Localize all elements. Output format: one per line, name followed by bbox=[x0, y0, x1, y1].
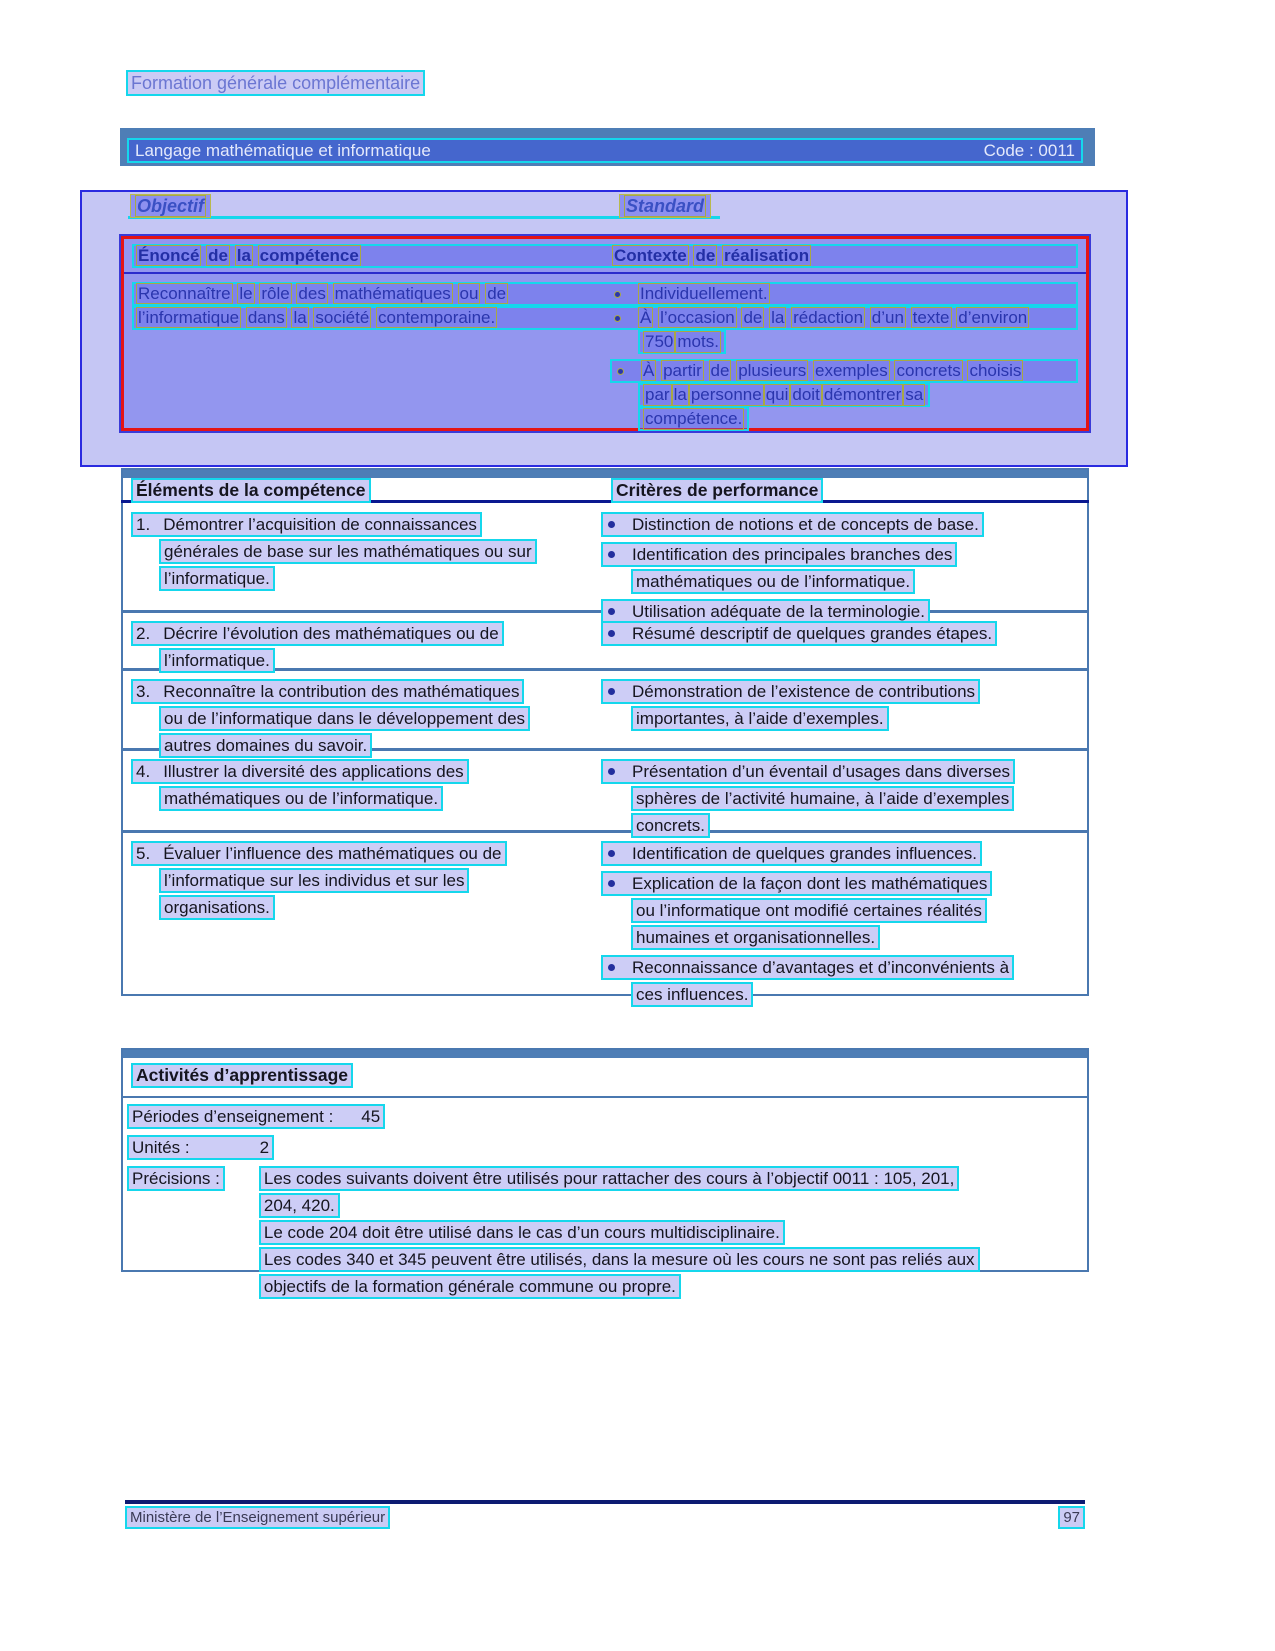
criterion-text: Reconnaissance d’avantages et d’inconvénients à bbox=[632, 958, 1010, 977]
element-line: Reconnaître la contribution des mathématiques bbox=[163, 682, 520, 701]
criteria-header: Critères de performance bbox=[611, 478, 823, 503]
criterion-line: concrets. bbox=[631, 813, 710, 838]
precisions-line: Les codes 340 et 345 peuvent être utilisés, dans la mesure où les cours ne sont pas reliés aux bbox=[259, 1247, 980, 1272]
statement-line-row bbox=[132, 282, 1078, 306]
item-number: 5. bbox=[136, 844, 151, 863]
standard-heading: Standard bbox=[619, 194, 711, 218]
criterion-line: sphères de l’activité humaine, à l’aide d’exemples bbox=[631, 786, 1014, 811]
periods-label: Périodes d’enseignement : bbox=[132, 1107, 334, 1126]
elements-criteria-table bbox=[121, 468, 1089, 1004]
units-label: Unités : bbox=[132, 1138, 190, 1157]
criterion-text: Résumé descriptif de quelques grandes étapes. bbox=[632, 624, 993, 643]
element-line: l’informatique. bbox=[159, 566, 275, 591]
activities-title: Activités d’apprentissage bbox=[131, 1063, 353, 1088]
table-header-row bbox=[123, 478, 1087, 504]
criterion-text: Présentation d’un éventail d’usages dans diverses bbox=[632, 762, 1011, 781]
precisions-line: 204, 420. bbox=[259, 1193, 340, 1218]
criterion-line bbox=[601, 841, 982, 866]
criterion-line bbox=[601, 759, 1015, 784]
criterion-text: Identification de quelques grandes influences. bbox=[632, 844, 977, 863]
criteria-cell bbox=[601, 671, 980, 748]
element-line: autres domaines du savoir. bbox=[159, 733, 372, 758]
element-text bbox=[131, 512, 482, 537]
precisions-content bbox=[259, 1166, 980, 1301]
bullet-icon bbox=[608, 521, 615, 528]
element-line: organisations. bbox=[159, 895, 275, 920]
element-line: Évaluer l’influence des mathématiques ou de bbox=[163, 844, 502, 863]
element-line: l’informatique sur les individus et sur les bbox=[159, 868, 469, 893]
title-bar-highlight bbox=[127, 138, 1083, 163]
criterion-item bbox=[601, 871, 1014, 950]
criterion-text: Identification des principales branches des bbox=[632, 545, 953, 564]
criterion-item bbox=[601, 759, 1015, 838]
activities-title-row bbox=[123, 1058, 1087, 1096]
criterion-text: Explication de la façon dont les mathématiques bbox=[632, 874, 988, 893]
criterion-line: ces influences. bbox=[631, 982, 753, 1007]
criterion-line bbox=[601, 871, 992, 896]
element-cell bbox=[123, 613, 601, 668]
element-line: Illustrer la diversité des applications des bbox=[163, 762, 464, 781]
criterion-item bbox=[601, 679, 980, 731]
table-row bbox=[123, 504, 1087, 621]
criterion-line: importantes, à l’aide d’exemples. bbox=[631, 706, 889, 731]
page-footer bbox=[125, 1500, 1085, 1529]
criterion-line: mathématiques ou de l’informatique. bbox=[631, 569, 915, 594]
competence-statement-box bbox=[121, 236, 1089, 431]
units-line bbox=[127, 1135, 274, 1160]
precisions-line: Les codes suivants doivent être utilisés pour rattacher des cours à l’objectif 0011 : 105, 201, bbox=[259, 1166, 959, 1191]
context-bullet-line: par la personne qui doit démontrer sa bbox=[638, 383, 930, 407]
document-kicker: Formation générale complémentaire bbox=[126, 70, 425, 96]
element-text bbox=[131, 759, 469, 784]
criterion-item bbox=[601, 841, 1014, 866]
context-bullet-row bbox=[610, 359, 1078, 383]
criterion-line bbox=[601, 542, 957, 567]
course-title: Langage mathématique et informatique bbox=[135, 140, 431, 160]
context-bullet-line: À partir de plusieurs exemples concrets choisis bbox=[643, 361, 1022, 380]
criterion-line bbox=[601, 621, 997, 646]
element-cell bbox=[123, 833, 601, 994]
element-line: générales de base sur les mathématiques ou sur bbox=[159, 539, 537, 564]
competence-header-divider bbox=[124, 272, 1086, 274]
periods-value: 45 bbox=[361, 1107, 381, 1126]
criteria-cell bbox=[601, 833, 1014, 1004]
context-header: Contexte de réalisation bbox=[614, 246, 810, 265]
bullet-icon bbox=[608, 850, 615, 857]
context-bullet-line: compétence. bbox=[638, 407, 749, 431]
item-number: 1. bbox=[136, 515, 151, 534]
elements-header: Éléments de la compétence bbox=[131, 478, 371, 503]
bullet-icon bbox=[608, 688, 615, 695]
bullet-icon bbox=[617, 368, 624, 375]
element-text bbox=[131, 841, 507, 866]
bullet-icon bbox=[608, 630, 615, 637]
element-cell bbox=[123, 751, 601, 830]
learning-activities-box bbox=[121, 1048, 1089, 1296]
criterion-text: Utilisation adéquate de la terminologie. bbox=[632, 602, 925, 621]
criterion-item bbox=[601, 512, 984, 537]
title-bar bbox=[120, 128, 1095, 166]
element-cell bbox=[123, 671, 601, 755]
item-number: 4. bbox=[136, 762, 151, 781]
footer-ministry: Ministère de l’Enseignement supérieur bbox=[125, 1506, 390, 1529]
table-row bbox=[123, 610, 1087, 668]
bullet-icon bbox=[608, 880, 615, 887]
criterion-line bbox=[601, 955, 1014, 980]
element-line: l’informatique. bbox=[159, 648, 275, 673]
criterion-item bbox=[601, 955, 1014, 1007]
precisions-row bbox=[127, 1166, 1087, 1301]
statement-line-row bbox=[132, 306, 1078, 330]
precisions-line: objectifs de la formation générale commune ou propre. bbox=[259, 1274, 681, 1299]
element-line: Démontrer l’acquisition de connaissances bbox=[163, 515, 477, 534]
periods-line bbox=[127, 1104, 385, 1129]
item-number: 2. bbox=[136, 624, 151, 643]
criteria-cell bbox=[601, 504, 984, 621]
element-text bbox=[131, 621, 504, 646]
criterion-line: ou l’informatique ont modifié certaines réalités bbox=[631, 898, 987, 923]
item-number: 3. bbox=[136, 682, 151, 701]
objective-heading: Objectif bbox=[130, 194, 211, 218]
statement-line: Reconnaître le rôle des mathématiques ou de bbox=[138, 284, 507, 303]
table-top-band bbox=[123, 470, 1087, 478]
bullet-icon bbox=[608, 768, 615, 775]
criterion-item bbox=[601, 621, 997, 646]
course-code: Code : 0011 bbox=[983, 140, 1075, 160]
statement-header: Énoncé de la compétence bbox=[138, 246, 359, 265]
criteria-cell bbox=[601, 613, 997, 668]
bullet-icon bbox=[614, 315, 621, 322]
table-top-band bbox=[123, 1050, 1087, 1058]
criterion-line bbox=[601, 679, 980, 704]
context-bullet-line: 750 mots. bbox=[638, 330, 726, 354]
table-row bbox=[123, 748, 1087, 835]
precisions-label: Précisions : bbox=[127, 1166, 225, 1191]
element-line: ou de l’informatique dans le développement des bbox=[159, 706, 530, 731]
element-line: mathématiques ou de l’informatique. bbox=[159, 786, 443, 811]
table-row bbox=[123, 668, 1087, 755]
table-row bbox=[123, 830, 1087, 1004]
criterion-item bbox=[601, 542, 984, 594]
kicker bbox=[126, 70, 425, 96]
element-line: Décrire l’évolution des mathématiques ou de bbox=[163, 624, 499, 643]
criterion-line bbox=[601, 512, 984, 537]
element-cell bbox=[123, 504, 601, 610]
bullet-icon bbox=[614, 291, 621, 298]
context-bullet-line: À l’occasion de la rédaction d’un texte d’environ bbox=[640, 308, 1028, 327]
activities-body bbox=[123, 1098, 1087, 1301]
competence-header-row bbox=[132, 244, 1078, 268]
criterion-line: humaines et organisationnelles. bbox=[631, 925, 880, 950]
element-text bbox=[131, 679, 524, 704]
statement-line: l’informatique dans la société contemporaine. bbox=[138, 308, 496, 327]
context-bullet-line: Individuellement. bbox=[640, 284, 768, 303]
criterion-text: Distinction de notions et de concepts de base. bbox=[632, 515, 979, 534]
bullet-icon bbox=[608, 551, 615, 558]
objective-standard-region bbox=[80, 190, 1128, 467]
criterion-text: Démonstration de l’existence de contributions bbox=[632, 682, 976, 701]
units-value: 2 bbox=[259, 1138, 270, 1157]
page-number: 97 bbox=[1058, 1506, 1085, 1529]
precisions-line: Le code 204 doit être utilisé dans le cas d’un cours multidisciplinaire. bbox=[259, 1220, 785, 1245]
criteria-cell bbox=[601, 751, 1015, 835]
bullet-icon bbox=[608, 964, 615, 971]
